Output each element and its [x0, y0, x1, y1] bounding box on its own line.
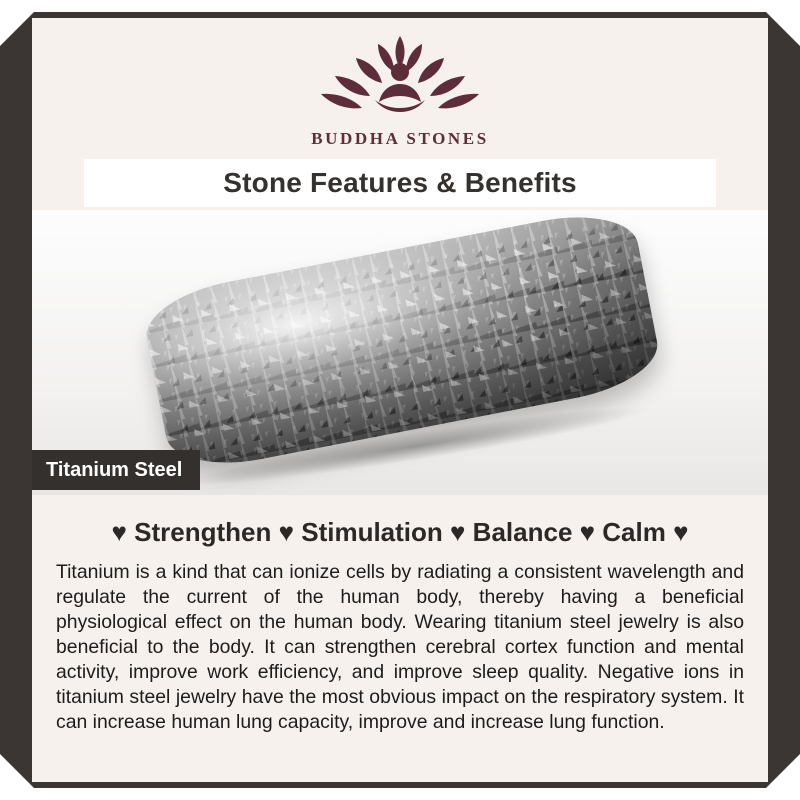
frame-border-top [0, 0, 800, 12]
corner-notch-bottom-right [754, 754, 800, 800]
lotus-meditation-icon [315, 28, 485, 125]
caption-row [32, 448, 768, 492]
corner-notch-top-left [0, 0, 46, 46]
frame-border-left [0, 0, 32, 800]
brand-logo [311, 28, 489, 149]
product-caption: Titanium Steel [32, 450, 200, 490]
frame-border-bottom [0, 788, 800, 800]
page-title: Stone Features & Benefits [223, 167, 577, 198]
description-text: Titanium is a kind that can ionize cells by radiating a consistent wavelength and regulate the current of the human body, thereby having a beneficial physiological effect on the human body. Wearing titanium steel jewelry is also beneficial to the body. It can strengthen cerebral cortex function and mental activity, improve work efficiency, and improve sleep quality. Negative ions in titanium steel jewelry have the most obvious impact on the respiratory system. It can increase human lung capacity, improve and increase lung function. [56, 561, 744, 734]
content-panel [32, 495, 768, 782]
frame-border-right [768, 0, 800, 800]
corner-notch-bottom-left [0, 754, 46, 800]
title-bar [84, 159, 716, 207]
brand-name: BUDDHA STONES [311, 129, 489, 148]
header-band [32, 18, 768, 210]
frame-stripe-bottom [32, 782, 768, 788]
corner-notch-top-right [754, 0, 800, 46]
benefits-keywords: ♥ Strengthen ♥ Stimulation ♥ Balance ♥ Calm ♥ [111, 517, 689, 547]
